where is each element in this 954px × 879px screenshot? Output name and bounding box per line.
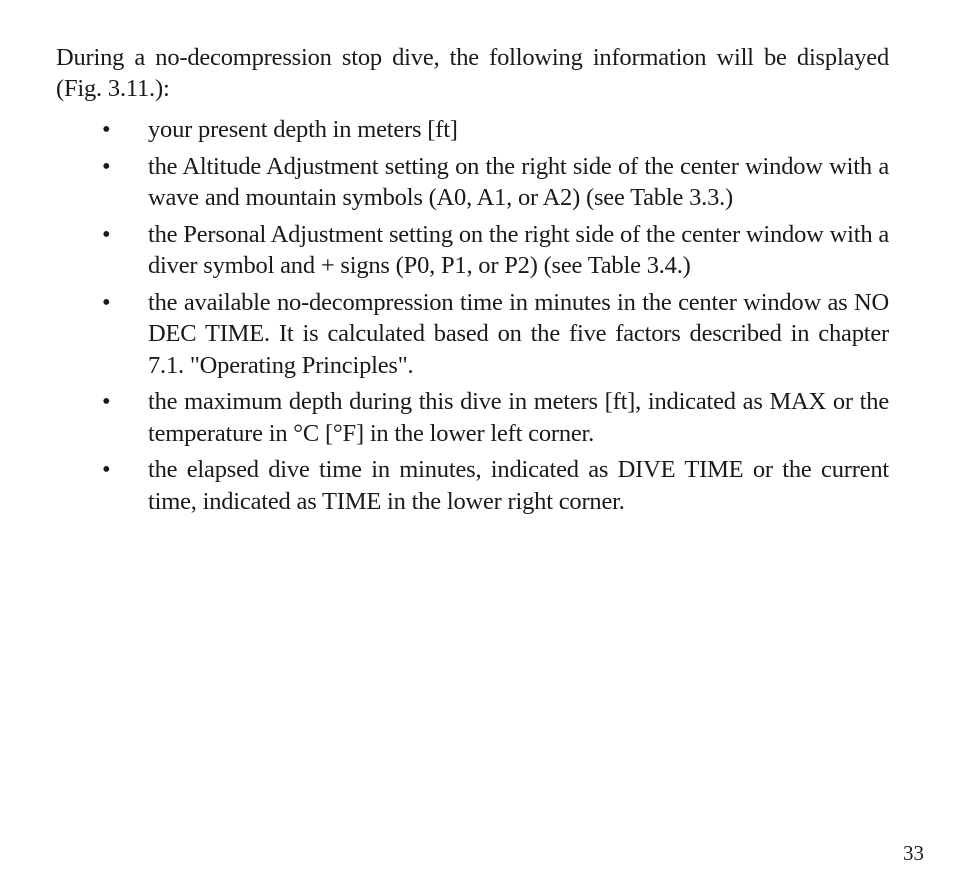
list-item [56, 219, 889, 282]
bullet-icon: • [102, 456, 111, 483]
page-number: 33 [903, 841, 924, 865]
list-item-text: the Personal Adjustment setting on the right side of the center window with a diver symbol and + signs (P0, P1, or P2) (see Table 3.4.) [148, 220, 889, 279]
list-item [56, 454, 889, 517]
bullet-icon: • [102, 152, 111, 180]
list-item [56, 151, 889, 214]
list-item-text: the Altitude Adjustment setting on the right side of the center window with a wave and mountain symbols (A0, A1, or A2) (see Table 3.3.) [148, 152, 889, 211]
list-item-text: the maximum depth during this dive in meters [ft], indicated as MAX or the temperature in °C [°F] in the lower left corner. [148, 388, 889, 447]
bullet-icon: • [102, 220, 111, 248]
list-item-text: the elapsed dive time in minutes, indicated as DIVE TIME or the current time, indicated as TIME in the lower right corner. [148, 456, 889, 515]
list-item [56, 114, 889, 146]
list-item-text: the available no-decompression time in minutes in the center window as NO DEC TIME. It is calculated based on the five factors described in chapter 7.1. "Operating Principles". [148, 288, 889, 379]
intro-paragraph: During a no-decompression stop dive, the following information will be displayed (Fig. 3.11.): [56, 44, 889, 102]
bullet-icon: • [102, 116, 111, 143]
bullet-icon: • [102, 288, 111, 316]
bullet-icon: • [102, 388, 111, 415]
list-item [56, 386, 889, 449]
info-bullet-list [56, 114, 889, 522]
list-item-text: your present depth in meters [ft] [148, 116, 458, 143]
list-item [56, 287, 889, 382]
